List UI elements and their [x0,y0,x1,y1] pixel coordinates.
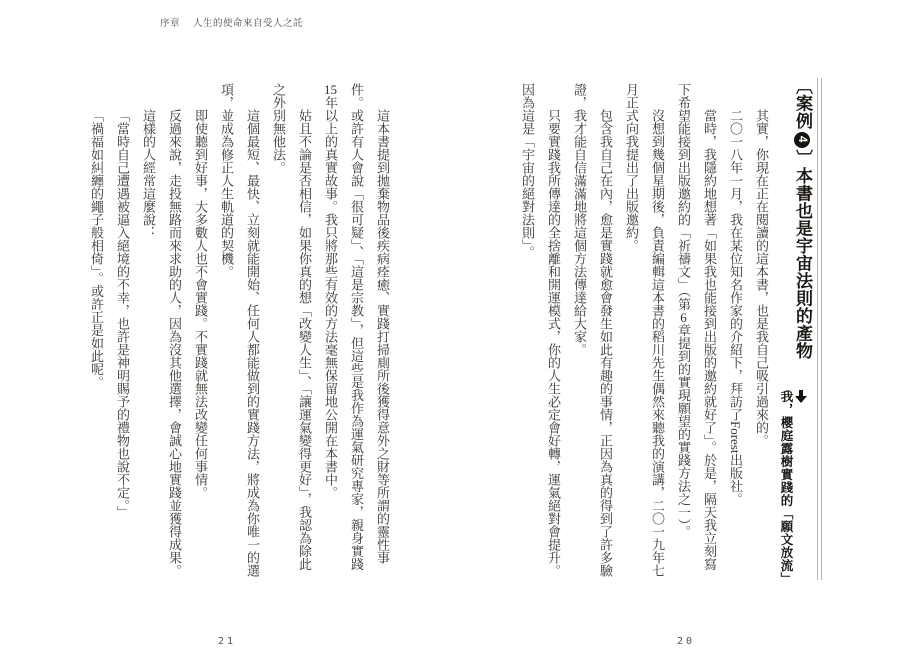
paragraph: 這本書提到拋棄物品後疾病痊癒、實踐打掃廁所後獲得意外之財等所謂的靈性事件。或許有人會說「很可疑」、「這是宗教」，但這些是我作為運氣研究專家，親身實踐15年以上的真實故事。我只將那些有效的方法毫無保留地公開在本書中。 [323,83,390,571]
paragraph: 這樣的人經常這麼說： [141,109,156,239]
page-number-21: 21 [218,636,237,647]
down-arrow-icon [793,390,808,403]
paragraph: 其實，你現在正在閱讀的這本書，也是我自己吸引過來的。 [754,109,769,447]
paragraph: 包含我自己在內，愈是實踐就愈會發生如此有趣的事情，正因為真的得到了許多驗證，我才能自信滿滿地將這個方法傳達給大家。 [572,83,613,577]
running-head [160,15,303,29]
heading-double-rule [817,78,822,580]
case-heading-post: 〕本書也是宇宙法則的產物 [793,149,812,360]
paragraph: 反過來說，走投無路而來求助的人，因為沒其他選擇，會誠心地實踐並獲得成果。 [167,109,182,577]
paragraph: 當時，我隱約地想著「如果我也能接到出版的邀約就好了」。於是，隔天我立刻寫下希望能接到出版邀約的「祈禱文」（第6章提到的實現願望的實踐方法之一）。 [676,83,717,571]
paragraph: 二〇一八年一月，我在某位知名作家的介紹下，拜訪了Forest出版社。 [728,109,743,506]
paragraph: 沒想到幾個星期後，負責編輯這本書的稻川先生偶然來聽我的演講，二〇一九年七月正式向我提出了出版邀約。 [624,83,665,577]
chapter-title: 人生的使命來自受人之託 [193,18,304,29]
case-subheading-text: 我，櫻庭露樹實踐的「願文放流」 [779,390,793,585]
page-20-body [514,83,774,579]
paragraph: 「禍福如糾纏的繩子般相倚」。或許正是如此呢。 [89,109,104,389]
paragraph: 「當時自己遭遇被逼入絕境的不幸，也許是神明賜予的禮物也說不定。」 [115,109,130,519]
chapter-label: 序章 [160,18,181,29]
page-21-body [83,83,395,579]
case-heading-pre: 〔案例 [793,77,812,130]
paragraph: 姑且不論是否相信，如果你真的想「改變人生」、「讓運氣變得更好」，我認為除此之外別無他法。 [271,83,312,571]
page-number-20: 20 [677,636,696,647]
paragraph: 這個最短、最快、立刻就能開始、任何人都能做到的實踐方法，將成為你唯一的選項，並成為修正人生軌道的契機。 [219,83,260,577]
case-subheading [778,390,808,600]
paragraph: 只要實踐我所傳達的全捨離和開運模式，你的人生必定會好轉，運氣絕對會提升。因為這是「宇宙的絕對法則」。 [520,83,561,577]
paragraph: 即使聽到好事，大多數人也不會實踐。不實踐就無法改變任何事情。 [193,109,208,499]
case-number-badge: 4 [794,132,810,148]
